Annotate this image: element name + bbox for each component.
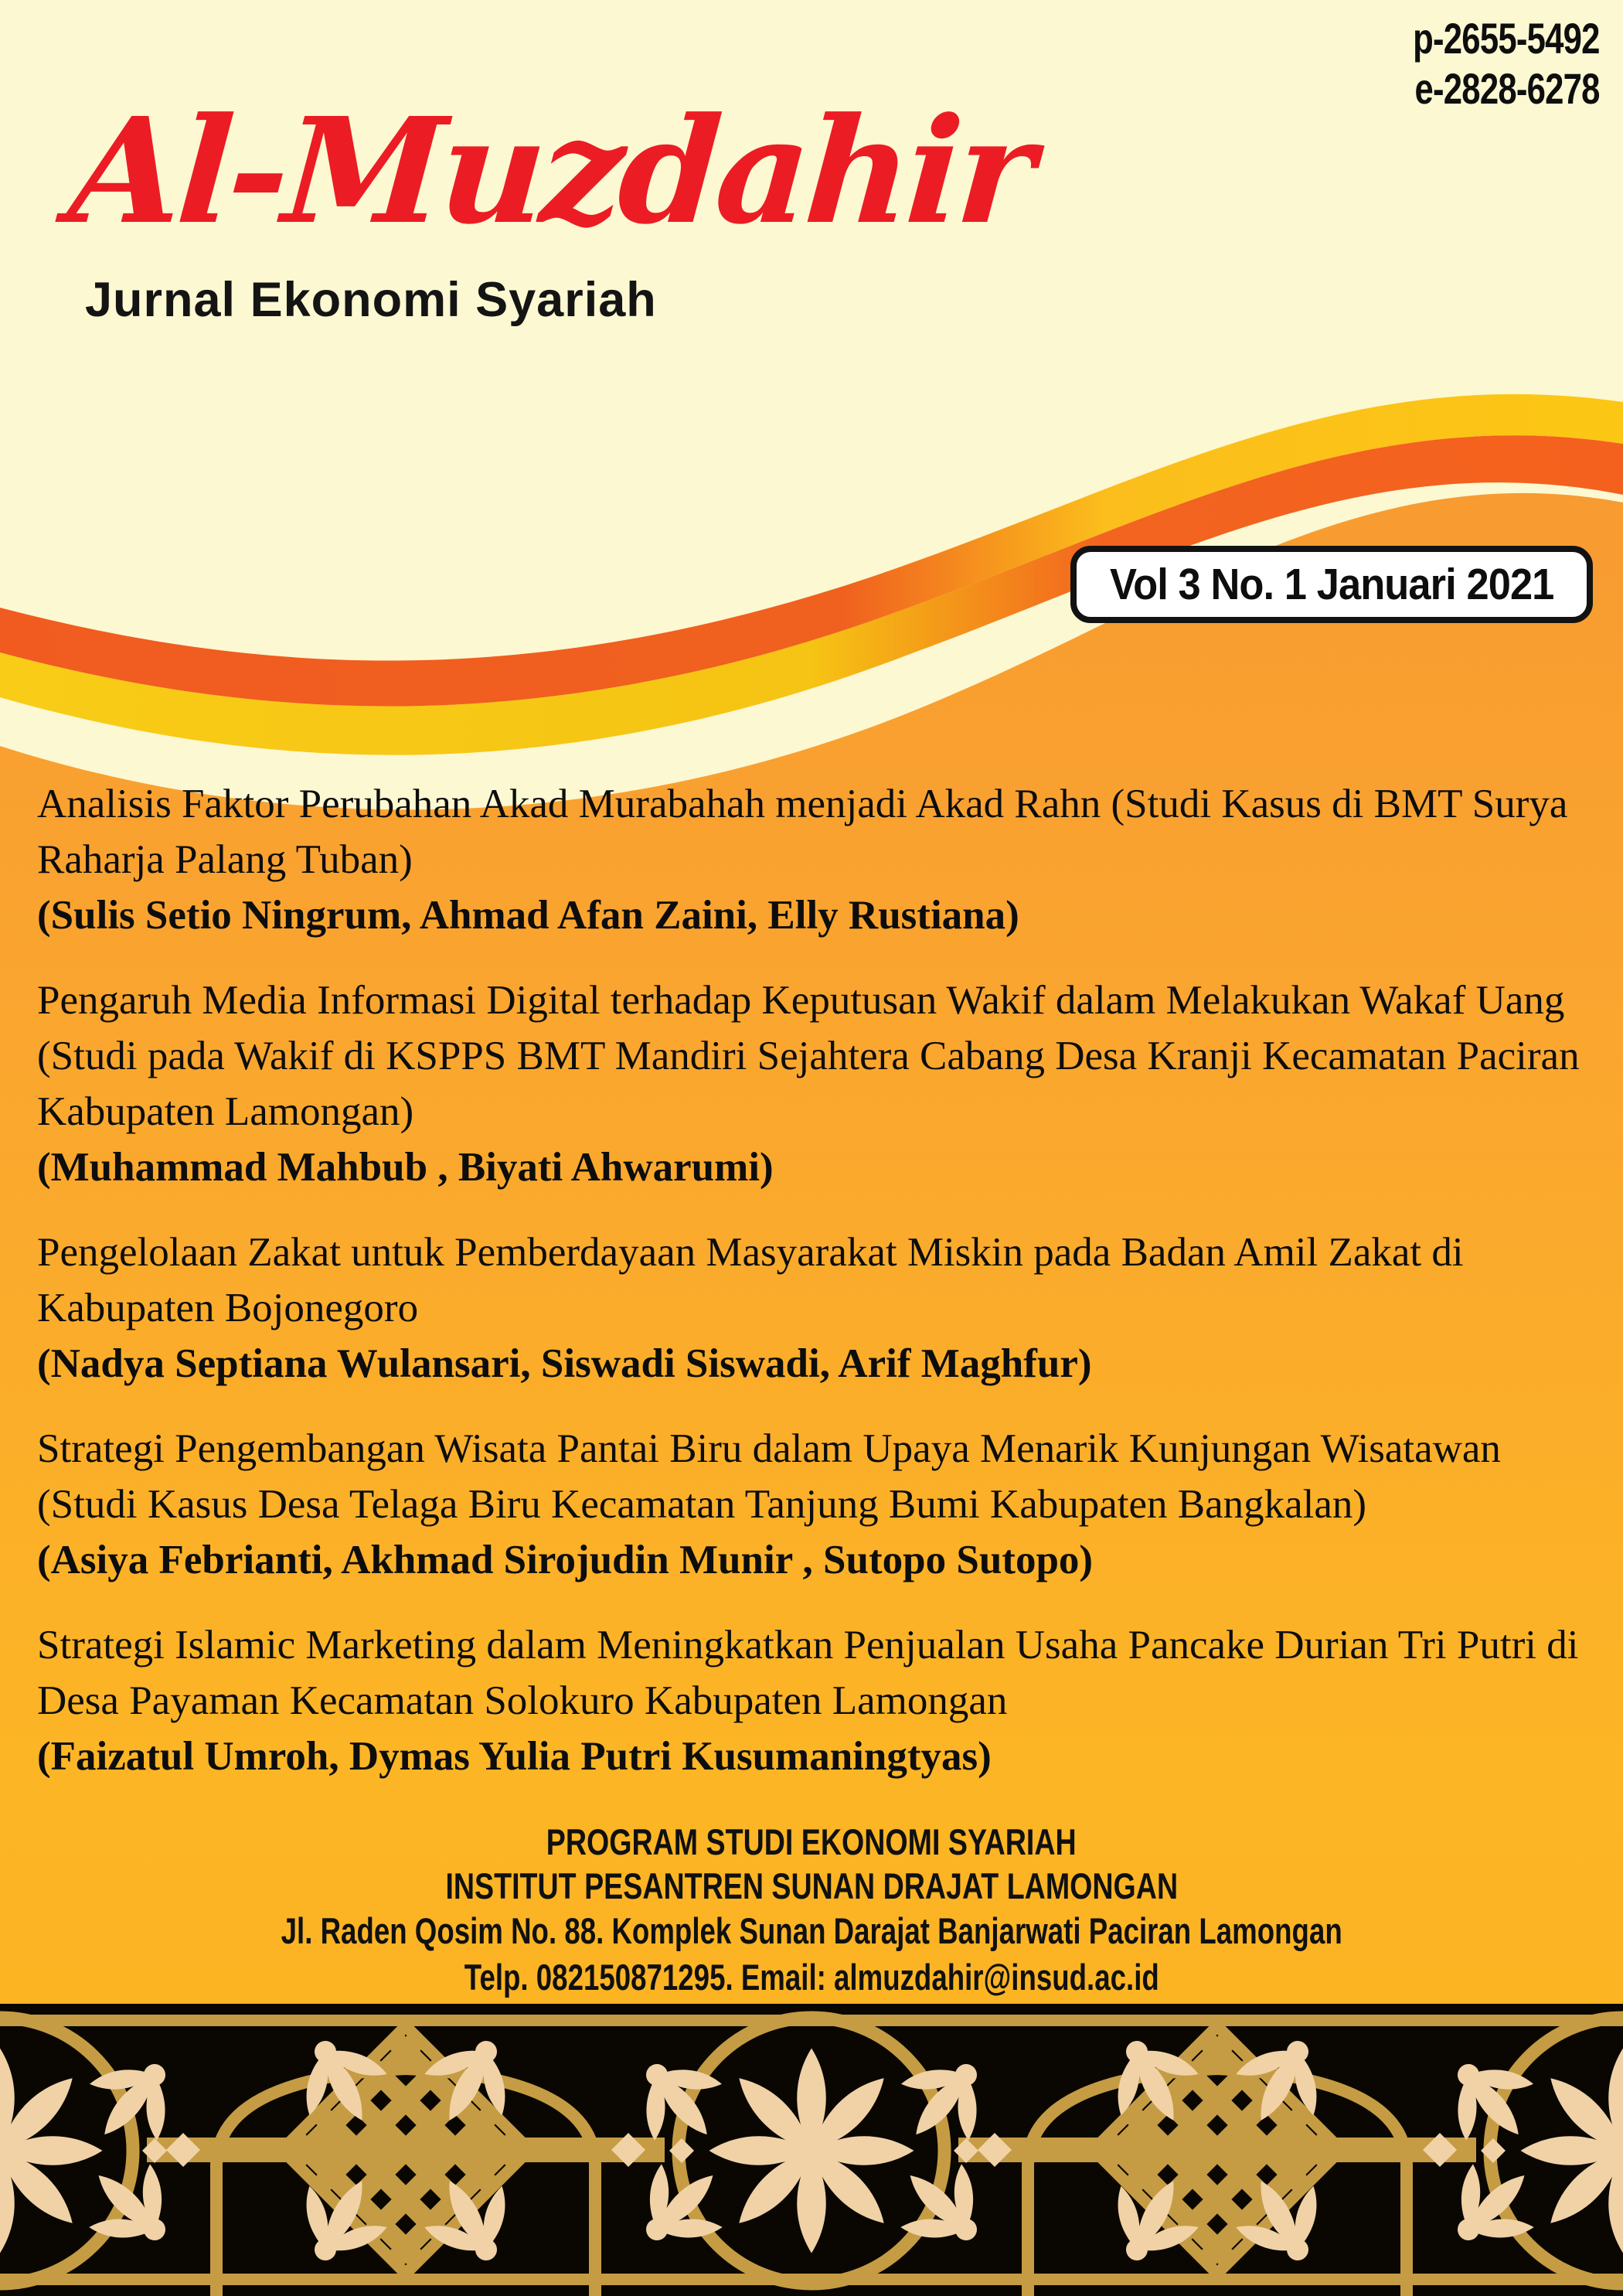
article-title: Pengelolaan Zakat untuk Pemberdayaan Masyarakat Miskin pada Badan Amil Zakat di Kabupaten Bojonegoro <box>37 1230 1464 1330</box>
issn-print: p-2655-5492 <box>1413 14 1600 63</box>
article-authors: (Faizatul Umroh, Dymas Yulia Putri Kusumaningtyas) <box>37 1734 992 1779</box>
publisher-footer <box>0 1820 1623 2001</box>
article-entry <box>37 776 1581 943</box>
edition-box <box>1070 546 1593 623</box>
footer-program: PROGRAM STUDI EKONOMI SYARIAH <box>546 1821 1077 1862</box>
article-authors: (Muhammad Mahbub , Biyati Ahwarumi) <box>37 1145 774 1190</box>
edition-label: Vol 3 No. 1 Januari 2021 <box>1109 560 1554 609</box>
issn-block <box>1360 14 1600 114</box>
table-of-contents <box>37 776 1581 1814</box>
masthead <box>63 86 1036 328</box>
issn-electronic: e-2828-6278 <box>1414 63 1600 113</box>
article-entry <box>37 1225 1581 1392</box>
article-entry <box>37 973 1581 1195</box>
article-title: Strategi Islamic Marketing dalam Meningkatkan Penjualan Usaha Pancake Durian Tri Putri di Desa Payaman Kecamatan Solokuro Kabupaten Lamongan <box>37 1623 1579 1723</box>
footer-institute: INSTITUT PESANTREN SUNAN DRAJAT LAMONGAN <box>445 1865 1178 1906</box>
article-title: Analisis Faktor Perubahan Akad Murabahah menjadi Akad Rahn (Studi Kasus di BMT Surya Raharja Palang Tuban) <box>37 782 1568 882</box>
article-entry <box>37 1617 1581 1784</box>
article-title: Strategi Pengembangan Wisata Pantai Biru dalam Upaya Menarik Kunjungan Wisatawan (Studi Kasus Desa Telaga Biru Kecamatan Tanjung Bumi Kabupaten Bangkalan) <box>37 1426 1501 1527</box>
ornamental-border <box>0 2004 1623 2296</box>
article-title: Pengaruh Media Informasi Digital terhadap Keputusan Wakif dalam Melakukan Wakaf Uang (Studi pada Wakif di KSPPS BMT Mandiri Sejahtera Cabang Desa Kranji Kecamatan Paciran Kabupaten Lamongan) <box>37 978 1580 1134</box>
article-authors: (Nadya Septiana Wulansari, Siswadi Siswadi, Arif Maghfur) <box>37 1341 1092 1386</box>
article-authors: (Sulis Setio Ningrum, Ahmad Afan Zaini, Elly Rustiana) <box>37 893 1019 938</box>
footer-contact: Telp. 082150871295. Email: almuzdahir@insud.ac.id <box>464 1957 1159 1998</box>
article-entry <box>37 1421 1581 1588</box>
journal-title: Al-Muzdahir <box>63 86 1036 257</box>
article-authors: (Asiya Febrianti, Akhmad Sirojudin Munir , Sutopo Sutopo) <box>37 1538 1094 1582</box>
footer-address: Jl. Raden Qosim No. 88. Komplek Sunan Darajat Banjarwati Paciran Lamongan <box>281 1910 1342 1951</box>
journal-subtitle: Jurnal Ekonomi Syariah <box>85 273 657 327</box>
